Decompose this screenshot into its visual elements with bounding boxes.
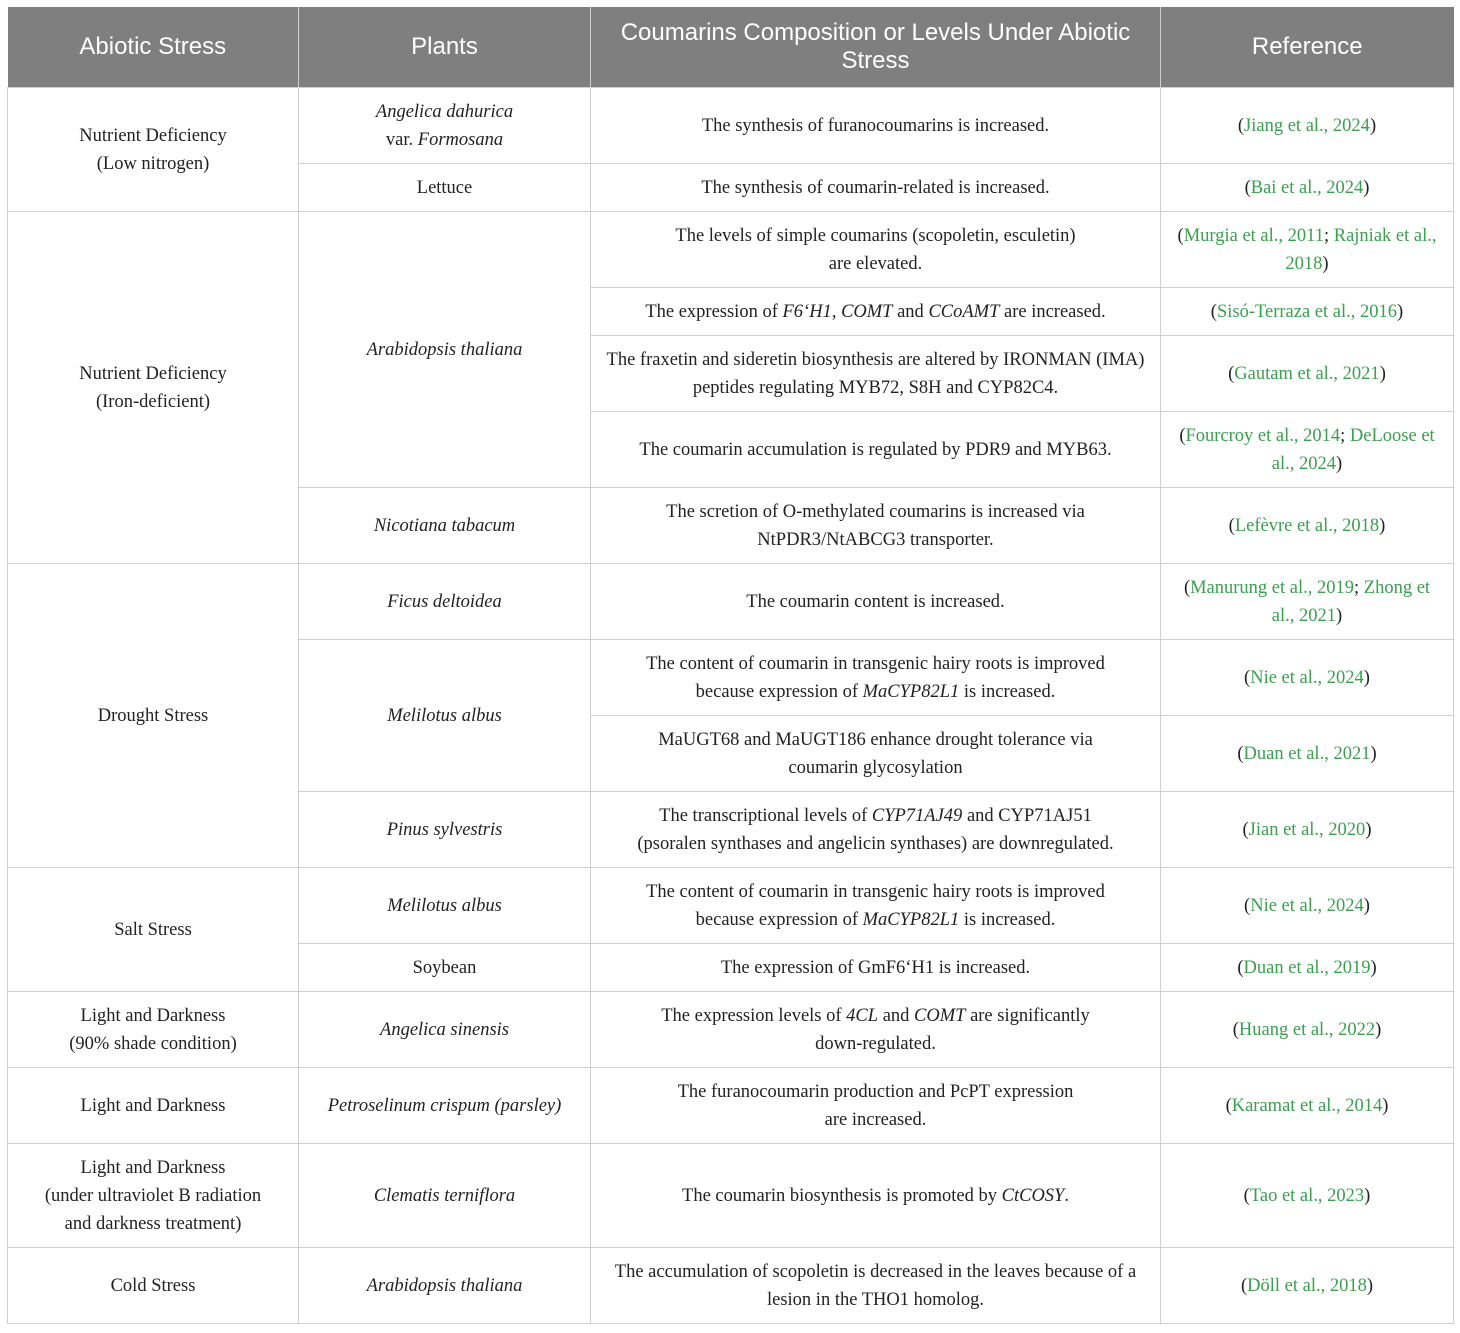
reference-cell: (Bai et al., 2024) — [1161, 164, 1454, 212]
reference-link[interactable]: Sisó-Terraza et al., 2016 — [1216, 301, 1398, 322]
description-cell: The synthesis of coumarin-related is increased. — [591, 164, 1161, 212]
reference-link[interactable]: Nie et al., 2024 — [1250, 895, 1364, 916]
plant-cell: Arabidopsis thaliana — [299, 1248, 591, 1324]
plant-cell: Pinus sylvestris — [299, 792, 591, 868]
table-row — [8, 868, 1454, 944]
description-cell: The coumarin accumulation is regulated by PDR9 and MYB63. — [591, 412, 1161, 488]
plant-cell: Melilotus albus — [299, 640, 591, 792]
reference-cell: (Duan et al., 2019) — [1161, 944, 1454, 992]
description-cell: The scretion of O-methylated coumarins is increased via NtPDR3/NtABCG3 transporter. — [591, 488, 1161, 564]
stress-cell: Light and Darkness — [8, 1068, 299, 1144]
header-abiotic-stress: Abiotic Stress — [8, 7, 299, 88]
description-cell: The expression of F6‘H1, COMT and CCoAMT are increased. — [591, 288, 1161, 336]
reference-link[interactable]: Murgia et al., 2011 — [1183, 225, 1324, 246]
reference-cell: (Tao et al., 2023) — [1161, 1144, 1454, 1248]
description-cell: The expression of GmF6‘H1 is increased. — [591, 944, 1161, 992]
header-reference: Reference — [1161, 7, 1454, 88]
reference-cell: (Karamat et al., 2014) — [1161, 1068, 1454, 1144]
description-cell: The accumulation of scopoletin is decreased in the leaves because of a lesion in the THO1 homolog. — [591, 1248, 1161, 1324]
stress-cell: Drought Stress — [8, 564, 299, 868]
reference-link[interactable]: Jiang et al., 2024 — [1244, 115, 1370, 136]
plant-cell: Soybean — [299, 944, 591, 992]
stress-cell: Nutrient Deficiency (Iron-deficient) — [8, 212, 299, 564]
reference-cell: (Nie et al., 2024) — [1161, 868, 1454, 944]
description-cell: The fraxetin and sideretin biosynthesis are altered by IRONMAN (IMA) peptides regulating MYB72, S8H and CYP82C4. — [591, 336, 1161, 412]
reference-cell: (Jian et al., 2020) — [1161, 792, 1454, 868]
reference-cell: (Duan et al., 2021) — [1161, 716, 1454, 792]
plant-cell: Ficus deltoidea — [299, 564, 591, 640]
header-row — [8, 7, 1454, 88]
table-row — [8, 88, 1454, 164]
plant-cell: Melilotus albus — [299, 868, 591, 944]
description-cell: The levels of simple coumarins (scopoletin, esculetin) are elevated. — [591, 212, 1161, 288]
reference-link[interactable]: Bai et al., 2024 — [1250, 177, 1364, 198]
reference-link[interactable]: Nie et al., 2024 — [1250, 667, 1364, 688]
table-row — [8, 1144, 1454, 1248]
reference-link[interactable]: Manurung et al., 2019 — [1190, 577, 1355, 598]
header-coumarins-composition: Coumarins Composition or Levels Under Abiotic Stress — [591, 7, 1161, 88]
plant-cell: Nicotiana tabacum — [299, 488, 591, 564]
reference-cell: (Fourcroy et al., 2014; DeLoose et al., 2024) — [1161, 412, 1454, 488]
plant-cell: Clematis terniflora — [299, 1144, 591, 1248]
plant-cell: Arabidopsis thaliana — [299, 212, 591, 488]
reference-link[interactable]: Karamat et al., 2014 — [1231, 1095, 1383, 1116]
table-row — [8, 1068, 1454, 1144]
table-row — [8, 992, 1454, 1068]
reference-cell: (Sisó-Terraza et al., 2016) — [1161, 288, 1454, 336]
reference-link[interactable]: Zhong et al., 2021 — [1271, 577, 1431, 626]
reference-link[interactable]: DeLoose et al., 2024 — [1271, 425, 1435, 474]
reference-link[interactable]: Tao et al., 2023 — [1249, 1185, 1365, 1206]
reference-cell: (Lefèvre et al., 2018) — [1161, 488, 1454, 564]
plant-cell: Petroselinum crispum (parsley) — [299, 1068, 591, 1144]
reference-link[interactable]: Rajniak et al., 2018 — [1285, 225, 1437, 274]
description-cell: The coumarin content is increased. — [591, 564, 1161, 640]
reference-link[interactable]: Fourcroy et al., 2014 — [1185, 425, 1341, 446]
reference-cell: (Murgia et al., 2011; Rajniak et al., 2018) — [1161, 212, 1454, 288]
reference-cell: (Manurung et al., 2019; Zhong et al., 2021) — [1161, 564, 1454, 640]
table-row — [8, 212, 1454, 288]
reference-cell: (Nie et al., 2024) — [1161, 640, 1454, 716]
plant-cell: Angelica sinensis — [299, 992, 591, 1068]
description-cell: MaUGT68 and MaUGT186 enhance drought tolerance via coumarin glycosylation — [591, 716, 1161, 792]
header-plants: Plants — [299, 7, 591, 88]
description-cell: The content of coumarin in transgenic hairy roots is improved because expression of MaCYP82L1 is increased. — [591, 640, 1161, 716]
plant-cell: Lettuce — [299, 164, 591, 212]
reference-cell: (Döll et al., 2018) — [1161, 1248, 1454, 1324]
description-cell: The furanocoumarin production and PcPT expression are increased. — [591, 1068, 1161, 1144]
reference-link[interactable]: Jian et al., 2020 — [1248, 819, 1366, 840]
description-cell: The transcriptional levels of CYP71AJ49 and CYP71AJ51 (psoralen synthases and angelicin synthases) are downregulated. — [591, 792, 1161, 868]
stress-cell: Light and Darkness (under ultraviolet B radiation and darkness treatment) — [8, 1144, 299, 1248]
stress-cell: Salt Stress — [8, 868, 299, 992]
reference-cell: (Gautam et al., 2021) — [1161, 336, 1454, 412]
reference-link[interactable]: Duan et al., 2021 — [1243, 743, 1371, 764]
plant-cell: Angelica dahurica var. Formosana — [299, 88, 591, 164]
reference-link[interactable]: Duan et al., 2019 — [1243, 957, 1371, 978]
reference-link[interactable]: Döll et al., 2018 — [1247, 1275, 1367, 1296]
description-cell: The synthesis of furanocoumarins is increased. — [591, 88, 1161, 164]
reference-cell: (Huang et al., 2022) — [1161, 992, 1454, 1068]
stress-cell: Cold Stress — [8, 1248, 299, 1324]
reference-cell: (Jiang et al., 2024) — [1161, 88, 1454, 164]
abiotic-stress-coumarins-table — [7, 7, 1454, 1324]
stress-cell: Nutrient Deficiency (Low nitrogen) — [8, 88, 299, 212]
description-cell: The coumarin biosynthesis is promoted by CtCOSY. — [591, 1144, 1161, 1248]
description-cell: The expression levels of 4CL and COMT are significantly down-regulated. — [591, 992, 1161, 1068]
table-row — [8, 564, 1454, 640]
reference-link[interactable]: Gautam et al., 2021 — [1234, 363, 1380, 384]
description-cell: The content of coumarin in transgenic hairy roots is improved because expression of MaCYP82L1 is increased. — [591, 868, 1161, 944]
table-row — [8, 1248, 1454, 1324]
reference-link[interactable]: Lefèvre et al., 2018 — [1234, 515, 1380, 536]
stress-cell: Light and Darkness (90% shade condition) — [8, 992, 299, 1068]
reference-link[interactable]: Huang et al., 2022 — [1238, 1019, 1376, 1040]
